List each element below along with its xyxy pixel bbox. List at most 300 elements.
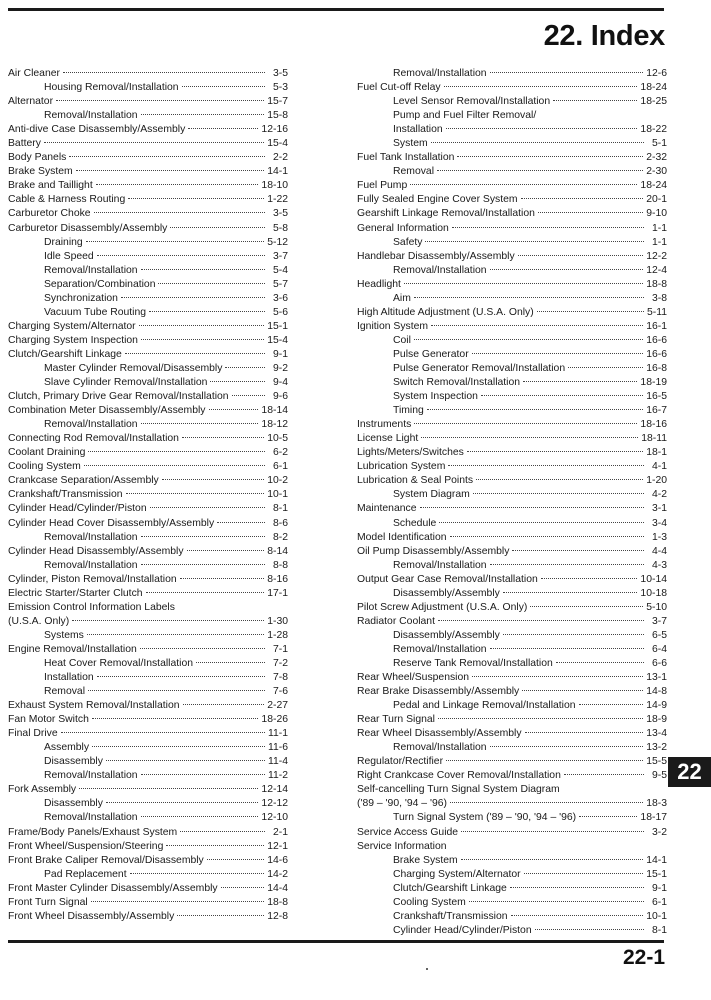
index-entry-label: Model Identification xyxy=(357,531,447,543)
index-entry[interactable] xyxy=(357,460,667,474)
index-entry[interactable] xyxy=(8,348,288,362)
index-entry-page: 7-8 xyxy=(272,672,288,684)
index-entry[interactable] xyxy=(357,404,667,418)
index-entry[interactable] xyxy=(8,615,288,629)
index-entry[interactable] xyxy=(357,362,667,376)
index-entry-page: 9-5 xyxy=(651,770,667,782)
index-entry-label: ('89 – '90, '94 – '96) xyxy=(357,798,447,810)
index-entry-label: Cylinder Head/Cylinder/Piston xyxy=(393,924,532,936)
index-entry[interactable] xyxy=(357,446,667,460)
index-entry[interactable] xyxy=(357,685,667,699)
index-entry-label: Charging System/Alternator xyxy=(393,868,521,880)
index-entry[interactable] xyxy=(357,418,667,432)
dot-leader xyxy=(79,788,258,789)
index-entry-page: 10-14 xyxy=(640,573,667,585)
dot-leader xyxy=(91,901,265,902)
index-entry[interactable] xyxy=(8,306,288,320)
index-entry-label: Installation xyxy=(393,124,443,136)
index-entry[interactable] xyxy=(8,474,288,488)
index-entry-page: 18-22 xyxy=(640,124,667,136)
index-entry-label: Installation xyxy=(44,672,94,684)
index-entry-label: Coolant Draining xyxy=(8,447,86,459)
dot-leader xyxy=(525,732,644,733)
index-entry-label: Removal/Installation xyxy=(44,110,138,122)
index-entry-page: 9-1 xyxy=(272,348,288,360)
index-entry[interactable] xyxy=(357,559,667,573)
index-entry-label: Emission Control Information Labels xyxy=(8,601,175,613)
index-entry[interactable] xyxy=(8,390,288,404)
index-entry[interactable] xyxy=(8,783,288,797)
index-entry-label: Rear Wheel Disassembly/Assembly xyxy=(357,728,522,740)
index-entry-page: 15-4 xyxy=(267,138,288,150)
dot-leader xyxy=(568,367,643,368)
index-entry[interactable] xyxy=(8,446,288,460)
index-entry-page: 6-5 xyxy=(651,629,667,641)
dot-leader xyxy=(444,86,638,87)
index-entry-label: Removal/Installation xyxy=(393,559,487,571)
index-entry[interactable] xyxy=(357,783,667,797)
dot-leader xyxy=(431,325,643,326)
index-entry-label: Front Wheel/Suspension/Steering xyxy=(8,840,164,852)
index-entry[interactable] xyxy=(8,741,288,755)
index-entry-label: Exhaust System Removal/Installation xyxy=(8,700,180,712)
index-entry[interactable] xyxy=(8,910,288,924)
index-entry[interactable] xyxy=(8,376,288,390)
index-entry[interactable] xyxy=(357,250,667,264)
dot-leader xyxy=(121,297,265,298)
index-entry[interactable] xyxy=(8,278,288,292)
index-entry[interactable] xyxy=(8,418,288,432)
index-entry[interactable] xyxy=(8,95,288,109)
index-entry-page: 14-9 xyxy=(646,700,667,712)
index-entry[interactable] xyxy=(8,432,288,446)
index-entry-page: 10-1 xyxy=(267,489,288,501)
dot-leader xyxy=(439,522,644,523)
dot-leader xyxy=(438,718,643,719)
index-entry-label: Carburetor Choke xyxy=(8,208,91,220)
index-entry[interactable] xyxy=(357,868,667,882)
index-entry[interactable] xyxy=(357,727,667,741)
index-entry[interactable] xyxy=(8,629,288,643)
index-entry-label: Regulator/Rectifier xyxy=(357,756,444,768)
index-entry[interactable] xyxy=(8,657,288,671)
index-entry[interactable] xyxy=(8,573,288,587)
dot-leader xyxy=(72,620,264,621)
dot-leader xyxy=(92,746,265,747)
index-entry-page: 3-1 xyxy=(651,503,667,515)
index-entry[interactable] xyxy=(357,840,667,854)
index-entry[interactable] xyxy=(357,615,667,629)
index-entry[interactable] xyxy=(357,348,667,362)
index-entry[interactable] xyxy=(357,81,667,95)
index-entry[interactable] xyxy=(357,278,667,292)
index-entry[interactable] xyxy=(8,460,288,474)
index-entry-page: 14-6 xyxy=(267,854,288,866)
dot-leader xyxy=(556,662,644,663)
index-entry[interactable] xyxy=(8,531,288,545)
index-entry-page: 18-9 xyxy=(646,714,667,726)
index-entry[interactable] xyxy=(357,769,667,783)
dot-leader xyxy=(446,128,638,129)
index-entry[interactable] xyxy=(8,67,288,81)
index-entry-label: Service Information xyxy=(357,840,447,852)
index-entry-page: 16-7 xyxy=(646,405,667,417)
index-entry-label: Disassembly xyxy=(44,756,103,768)
index-entry-label: Cooling System xyxy=(8,461,81,473)
dot-leader xyxy=(469,901,644,902)
index-entry-label: Fuel Pump xyxy=(357,180,408,192)
index-entry[interactable] xyxy=(8,404,288,418)
index-entry[interactable] xyxy=(8,587,288,601)
index-entry-label: Instruments xyxy=(357,419,412,431)
dot-leader xyxy=(209,409,259,410)
index-entry-label: Heat Cover Removal/Installation xyxy=(44,657,194,669)
index-entry-page: 18-19 xyxy=(640,377,667,389)
index-entry[interactable] xyxy=(8,601,288,615)
index-entry-label: Slave Cylinder Removal/Installation xyxy=(44,377,208,389)
index-entry[interactable] xyxy=(357,531,667,545)
index-entry[interactable] xyxy=(8,222,288,236)
index-entry[interactable] xyxy=(357,629,667,643)
index-entry[interactable] xyxy=(357,657,667,671)
index-entry[interactable] xyxy=(357,896,667,910)
dot-leader xyxy=(84,465,265,466)
index-entry[interactable] xyxy=(8,671,288,685)
index-entry[interactable] xyxy=(357,699,667,713)
dot-leader xyxy=(476,479,643,480)
index-entry[interactable] xyxy=(357,488,667,502)
index-entry-page: 18-8 xyxy=(267,896,288,908)
index-entry-page: 8-8 xyxy=(272,559,288,571)
index-entry-page: 12-2 xyxy=(646,250,667,262)
index-entry[interactable] xyxy=(357,797,667,811)
index-entry[interactable] xyxy=(357,826,667,840)
dot-leader xyxy=(141,816,259,817)
index-entry[interactable] xyxy=(357,123,667,137)
index-entry-page: 16-8 xyxy=(646,362,667,374)
index-entry-page: 18-12 xyxy=(261,419,288,431)
index-entry[interactable] xyxy=(357,713,667,727)
index-entry-label: (U.S.A. Only) xyxy=(8,615,70,627)
index-entry-label: Front Brake Caliper Removal/Disassembly xyxy=(8,854,204,866)
index-entry[interactable] xyxy=(8,109,288,123)
index-entry-label: Carburetor Disassembly/Assembly xyxy=(8,222,168,234)
dot-leader xyxy=(141,269,265,270)
dot-leader xyxy=(94,212,265,213)
index-entry-page: 4-3 xyxy=(651,559,667,571)
index-entry-label: Clutch/Gearshift Linkage xyxy=(393,882,507,894)
index-entry[interactable] xyxy=(8,264,288,278)
index-entry[interactable] xyxy=(357,882,667,896)
dot-leader xyxy=(69,156,265,157)
index-entry[interactable] xyxy=(357,643,667,657)
dot-leader xyxy=(106,760,265,761)
index-entry-label: General Information xyxy=(357,222,449,234)
dot-leader xyxy=(410,184,637,185)
index-entry[interactable] xyxy=(8,896,288,910)
index-entry[interactable] xyxy=(357,432,667,446)
index-entry[interactable] xyxy=(8,137,288,151)
index-entry[interactable] xyxy=(8,207,288,221)
index-entry-page: 10-18 xyxy=(640,587,667,599)
index-entry-label: Pilot Screw Adjustment (U.S.A. Only) xyxy=(357,601,528,613)
index-entry-page: 18-25 xyxy=(640,96,667,108)
dot-leader xyxy=(450,802,643,803)
dot-leader xyxy=(448,465,644,466)
index-entry[interactable] xyxy=(357,924,667,938)
index-entry[interactable] xyxy=(8,713,288,727)
index-entry[interactable] xyxy=(357,222,667,236)
index-entry-page: 5-6 xyxy=(272,306,288,318)
index-entry[interactable] xyxy=(357,95,667,109)
dot-leader xyxy=(139,325,265,326)
page-number: 22-1 xyxy=(622,946,665,969)
index-entry[interactable] xyxy=(8,797,288,811)
dot-leader xyxy=(61,732,265,733)
index-entry[interactable] xyxy=(8,868,288,882)
dot-leader xyxy=(467,451,643,452)
index-entry-page: 6-1 xyxy=(651,896,667,908)
index-entry[interactable] xyxy=(8,334,288,348)
index-entry-page: 12-4 xyxy=(646,264,667,276)
index-entry[interactable] xyxy=(8,882,288,896)
index-entry[interactable] xyxy=(357,151,667,165)
index-entry-page: 6-6 xyxy=(651,657,667,669)
index-entry[interactable] xyxy=(357,755,667,769)
index-entry[interactable] xyxy=(8,727,288,741)
index-entry[interactable] xyxy=(357,601,667,615)
dot-leader xyxy=(141,114,265,115)
index-entry-page: 15-1 xyxy=(267,320,288,332)
index-entry[interactable] xyxy=(357,502,667,516)
dot-leader xyxy=(225,367,265,368)
index-entry[interactable] xyxy=(357,179,667,193)
index-entry-label: Removal/Installation xyxy=(44,531,138,543)
index-entry-label: Aim xyxy=(393,292,411,304)
dot-leader xyxy=(404,283,643,284)
index-entry[interactable] xyxy=(357,390,667,404)
index-entry[interactable] xyxy=(8,179,288,193)
index-entry-page: 18-1 xyxy=(646,447,667,459)
index-entry-page: 7-1 xyxy=(272,643,288,655)
index-entry-page: 1-1 xyxy=(651,222,667,234)
index-entry[interactable] xyxy=(357,334,667,348)
index-entry-label: Master Cylinder Removal/Disassembly xyxy=(44,362,223,374)
index-entry-label: Oil Pump Disassembly/Assembly xyxy=(357,545,510,557)
index-entry[interactable] xyxy=(8,81,288,95)
index-entry[interactable] xyxy=(8,769,288,783)
section-tab[interactable]: 22 xyxy=(668,757,711,787)
dot-leader xyxy=(146,592,265,593)
index-entry[interactable] xyxy=(8,755,288,769)
index-entry[interactable] xyxy=(357,207,667,221)
index-entry-label: Level Sensor Removal/Installation xyxy=(393,96,551,108)
index-entry[interactable] xyxy=(357,854,667,868)
dot-leader xyxy=(210,381,265,382)
dot-leader xyxy=(503,592,638,593)
index-entry-label: Removal/Installation xyxy=(44,419,138,431)
index-entry-label: License Light xyxy=(357,433,419,445)
index-entry-page: 5-4 xyxy=(272,264,288,276)
index-entry[interactable] xyxy=(8,545,288,559)
index-entry-label: Removal xyxy=(393,166,434,178)
index-entry-label: Pad Replacement xyxy=(44,868,127,880)
index-entry[interactable] xyxy=(357,109,667,123)
index-entry-label: Air Cleaner xyxy=(8,68,60,79)
index-entry-label: Removal/Installation xyxy=(393,264,487,276)
index-entry-page: 10-2 xyxy=(267,475,288,487)
dot-leader xyxy=(535,929,644,930)
index-entry-page: 12-1 xyxy=(267,840,288,852)
dot-leader xyxy=(221,887,265,888)
dot-leader xyxy=(461,831,644,832)
index-entry[interactable] xyxy=(357,474,667,488)
index-entry[interactable] xyxy=(8,320,288,334)
index-entry-label: Maintenance xyxy=(357,503,417,515)
index-entry-label: Connecting Rod Removal/Installation xyxy=(8,433,179,445)
dot-leader xyxy=(141,339,264,340)
index-entry-label: Electric Starter/Starter Clutch xyxy=(8,587,143,599)
index-entry-label: Frame/Body Panels/Exhaust System xyxy=(8,826,178,838)
index-entry-label: Rear Wheel/Suspension xyxy=(357,672,470,684)
index-entry[interactable] xyxy=(8,165,288,179)
index-entry-page: 11-4 xyxy=(267,756,288,768)
index-entry[interactable] xyxy=(357,910,667,924)
dot-leader xyxy=(196,662,265,663)
index-entry-page: 18-14 xyxy=(261,405,288,417)
index-entry-label: Service Access Guide xyxy=(357,826,459,838)
index-entry[interactable] xyxy=(8,826,288,840)
dot-leader xyxy=(437,170,643,171)
dot-leader xyxy=(564,774,644,775)
index-entry-page: 6-1 xyxy=(272,461,288,473)
index-entry-page: 14-8 xyxy=(646,686,667,698)
index-entry[interactable] xyxy=(357,193,667,207)
index-entry-page: 11-1 xyxy=(267,728,288,740)
index-entry[interactable] xyxy=(8,236,288,250)
dot-leader xyxy=(523,381,637,382)
index-entry[interactable] xyxy=(8,488,288,502)
dot-leader xyxy=(541,578,638,579)
index-entry-page: 9-1 xyxy=(651,882,667,894)
index-entry-label: Removal/Installation xyxy=(44,770,138,782)
index-entry[interactable] xyxy=(357,137,667,151)
index-entry-label: Fuel Cut-off Relay xyxy=(357,82,441,94)
index-entry[interactable] xyxy=(357,165,667,179)
index-entry-label: Removal/Installation xyxy=(44,812,138,824)
index-entry-page: 10-1 xyxy=(646,910,667,922)
index-entry-label: Disassembly/Assembly xyxy=(393,629,500,641)
dot-leader xyxy=(431,142,644,143)
index-entry[interactable] xyxy=(357,671,667,685)
index-entry-page: 8-16 xyxy=(267,573,288,585)
dot-leader xyxy=(452,227,644,228)
index-entry-page: 5-7 xyxy=(272,278,288,290)
index-entry[interactable] xyxy=(357,320,667,334)
dot-leader xyxy=(207,859,264,860)
dot-leader xyxy=(166,845,264,846)
index-entry[interactable] xyxy=(8,362,288,376)
index-entry-page: 13-4 xyxy=(646,728,667,740)
index-entry-page: 20-1 xyxy=(646,194,667,206)
index-entry-label: Front Master Cylinder Disassembly/Assembly xyxy=(8,882,218,894)
index-entry[interactable] xyxy=(8,193,288,207)
index-entry[interactable] xyxy=(8,854,288,868)
dot-leader xyxy=(490,72,644,73)
index-entry-page: 5-1 xyxy=(651,138,667,150)
index-entry[interactable] xyxy=(8,840,288,854)
index-entry-page: 2-30 xyxy=(646,166,667,178)
index-entry[interactable] xyxy=(8,559,288,573)
index-entry-page: 8-14 xyxy=(267,545,288,557)
index-entry[interactable] xyxy=(357,264,667,278)
index-entry-page: 12-8 xyxy=(267,910,288,922)
index-entry-label: Cylinder Head Cover Disassembly/Assembly xyxy=(8,517,215,529)
index-entry[interactable] xyxy=(357,741,667,755)
index-entry-label: Self-cancelling Turn Signal System Diagram xyxy=(357,784,560,796)
index-entry[interactable] xyxy=(8,643,288,657)
index-entry[interactable] xyxy=(8,811,288,825)
index-entry-label: Idle Speed xyxy=(44,250,94,262)
index-entry[interactable] xyxy=(8,123,288,137)
index-entry[interactable] xyxy=(8,699,288,713)
index-entry-page: 4-1 xyxy=(651,461,667,473)
index-entry-page: 18-26 xyxy=(261,714,288,726)
index-entry-label: Switch Removal/Installation xyxy=(393,377,521,389)
index-entry[interactable] xyxy=(8,151,288,165)
index-entry[interactable] xyxy=(8,517,288,531)
index-entry[interactable] xyxy=(357,573,667,587)
index-entry[interactable] xyxy=(357,811,667,825)
dot-leader xyxy=(450,536,644,537)
index-entry[interactable] xyxy=(8,685,288,699)
index-entry[interactable] xyxy=(357,292,667,306)
index-entry[interactable] xyxy=(357,376,667,390)
dot-leader xyxy=(180,831,265,832)
index-entry[interactable] xyxy=(8,250,288,264)
index-entry-page: 14-4 xyxy=(267,882,288,894)
index-entry[interactable] xyxy=(8,502,288,516)
index-entry-label: Fan Motor Switch xyxy=(8,714,89,726)
index-entry-page: 15-1 xyxy=(646,868,667,880)
index-entry-page: 16-5 xyxy=(646,391,667,403)
index-entry[interactable] xyxy=(357,236,667,250)
index-entry[interactable] xyxy=(357,587,667,601)
dot-leader xyxy=(217,522,265,523)
index-entry-label: Vacuum Tube Routing xyxy=(44,306,147,318)
index-entry-page: 1-22 xyxy=(267,194,288,206)
index-entry[interactable] xyxy=(357,545,667,559)
dot-leader xyxy=(461,859,644,860)
index-entry-page: 5-3 xyxy=(272,82,288,94)
index-entry-label: Pulse Generator Removal/Installation xyxy=(393,362,566,374)
index-entry-page: 5-12 xyxy=(267,236,288,248)
index-entry[interactable] xyxy=(357,517,667,531)
dot-leader xyxy=(183,704,265,705)
index-entry-label: Pump and Fuel Filter Removal/ xyxy=(393,110,537,122)
index-entry[interactable] xyxy=(357,306,667,320)
index-entry-page: 11-2 xyxy=(267,770,288,782)
dot-leader xyxy=(414,297,644,298)
index-entry-page: 8-1 xyxy=(272,503,288,515)
index-entry-page: 8-1 xyxy=(651,924,667,936)
dot-leader xyxy=(141,536,265,537)
index-entry[interactable] xyxy=(357,67,667,81)
index-entry-page: 15-8 xyxy=(267,110,288,122)
index-entry-page: 13-2 xyxy=(646,742,667,754)
dot-leader xyxy=(538,212,643,213)
index-entry[interactable] xyxy=(8,292,288,306)
